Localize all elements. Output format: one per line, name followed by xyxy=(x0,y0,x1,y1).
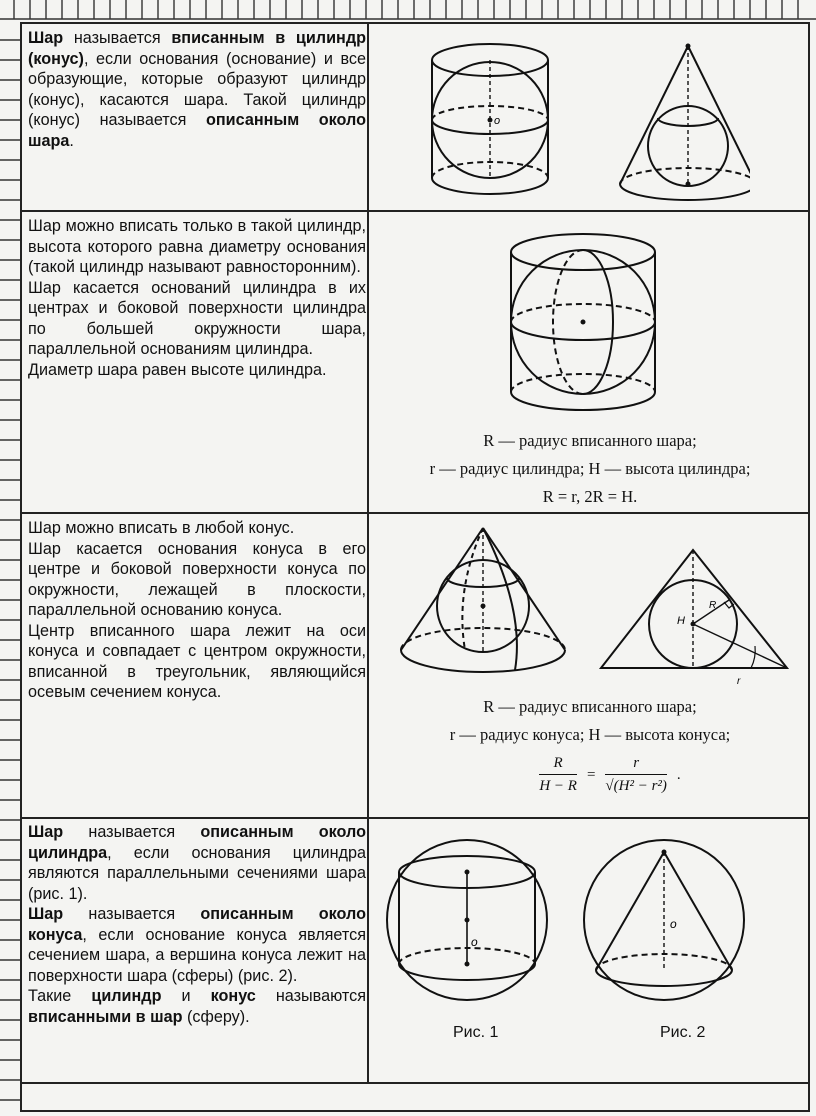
text-span: Такие xyxy=(28,987,92,1005)
cylinder-top-ellipse xyxy=(511,234,655,270)
cone-base-front xyxy=(401,650,565,672)
cylinder-center-point xyxy=(488,118,493,123)
cylinder-bottom-front xyxy=(432,178,548,194)
row2-paragraph-3: Диаметр шара равен высоте цилиндра. xyxy=(28,360,327,379)
text-span: называются xyxy=(255,987,366,1005)
column-divider xyxy=(367,22,369,1084)
cone-right-generatrix xyxy=(483,528,565,650)
figure-equilateral-cylinder xyxy=(505,228,665,418)
caption-fig-1: Рис. 1 xyxy=(453,1024,499,1041)
label-R: R xyxy=(709,600,717,611)
cylinder-bottom-back xyxy=(511,374,655,392)
row3-fraction-formula xyxy=(490,752,730,797)
cone-right-generatrix xyxy=(688,46,750,184)
text-span: , если основание конуса является сечением шара, а вершина конуса лежит на поверхности шара (сферы) (рис. 2). xyxy=(28,925,366,985)
label-o: o xyxy=(494,115,501,127)
fraction2-numerator: r xyxy=(633,755,640,771)
term-shar: Шар xyxy=(28,905,64,923)
sphere-meridian xyxy=(583,250,613,394)
row3-paragraph-3: Центр вписанного шара лежит на оси конуса и совпадает с центром окружности, вписанной в треугольник, являющийся осевым сечением конуса. xyxy=(28,621,366,701)
bisector xyxy=(693,624,787,668)
row3-paragraph-1: Шар можно вписать в любой конус. xyxy=(28,519,295,537)
label-r: r xyxy=(737,676,741,687)
cone-base-back xyxy=(620,168,750,184)
row2-paragraph-2: Шар касается оснований цилиндра в их центрах и боковой поверхности цилиндра по большей окружности шара, параллельной основаниям цилиндра. xyxy=(28,278,366,358)
grid-left-margin xyxy=(0,0,22,1116)
sphere-meridian-back xyxy=(553,250,583,394)
cone-base-back xyxy=(401,628,565,650)
cone-left-generatrix xyxy=(401,528,483,650)
cone-left-generatrix xyxy=(596,852,664,970)
row2-paragraph-1: Шар можно вписать только в такой цилиндр, высота которого равна диаметру основания (такой цилиндр называют равносторонним). xyxy=(28,217,366,276)
cone-left-generatrix xyxy=(620,46,688,184)
row4-text xyxy=(28,822,366,1027)
row2-text xyxy=(28,216,366,380)
sphere-center-point xyxy=(481,604,486,609)
circumscribed-sphere xyxy=(584,840,744,1000)
sphere-center-point xyxy=(465,918,470,923)
figure-sphere-in-cylinder-and-cone xyxy=(420,38,750,208)
cone-apex-point xyxy=(662,850,667,855)
axial-triangle xyxy=(601,550,787,668)
angle-arc xyxy=(751,646,755,668)
row3-formulas xyxy=(370,693,810,749)
term-cone: конус xyxy=(210,987,256,1005)
figure-2-cone-in-sphere xyxy=(582,830,752,1010)
formula-line-2: r — радиус цилиндра; H — высота цилиндра; xyxy=(429,459,751,478)
cone-apex-point xyxy=(686,44,691,49)
term-circumscribed: описанным около шара xyxy=(28,111,366,150)
formula-line-2: r — радиус конуса; H — высота конуса; xyxy=(449,725,731,744)
text-span: , если основания цилиндра являются параллельными сечениями шара (рис. 1). xyxy=(28,843,366,903)
term-cylinder: цилиндр xyxy=(91,987,162,1005)
term-shar: Шар xyxy=(28,823,64,841)
formula-line-3: R = r, 2R = H. xyxy=(542,487,638,506)
top-center-point xyxy=(465,870,470,875)
bottom-center-point xyxy=(465,962,470,967)
fraction2-denominator: √(H² − r²) xyxy=(605,778,667,794)
caption-fig-2: Рис. 2 xyxy=(660,1024,706,1041)
text-span: называется xyxy=(63,823,201,841)
row3-text xyxy=(28,518,366,703)
row2-formulas xyxy=(370,427,810,511)
text-span: . xyxy=(69,131,74,150)
formula-line-1: R — радиус вписанного шара; xyxy=(483,697,697,716)
row-divider-2 xyxy=(20,512,810,514)
term-shar: Шар xyxy=(28,29,64,47)
label-o: o xyxy=(471,935,478,949)
sphere-center-point xyxy=(581,320,586,325)
row-divider-3 xyxy=(20,817,810,819)
fraction1-numerator: R xyxy=(553,755,563,771)
fraction1-denominator: H − R xyxy=(539,778,577,794)
figure-sphere-in-cone xyxy=(395,520,805,690)
cone-base-center xyxy=(686,182,691,187)
row-divider-4 xyxy=(20,1082,810,1084)
label-H: H xyxy=(677,615,685,627)
text-span: и xyxy=(161,987,211,1005)
label-o: o xyxy=(670,917,677,931)
grid-top-margin xyxy=(0,0,816,20)
term-inscribed-in-sphere: вписанными в шар xyxy=(28,1007,183,1026)
term-circumscribed-cone: описанным около конуса xyxy=(28,905,366,944)
text-span: называется xyxy=(63,905,201,923)
cone-inner-line xyxy=(462,528,483,650)
figure-1-cylinder-in-sphere xyxy=(385,830,555,1010)
cone-right-generatrix xyxy=(664,852,732,970)
row-divider-1 xyxy=(20,210,810,212)
term-circumscribed-cylinder: описанным около цилиндра xyxy=(28,823,366,862)
formula-period: . xyxy=(676,766,681,783)
sphere-equator-back xyxy=(511,304,655,322)
row1-text xyxy=(28,28,366,151)
circle-center-point xyxy=(691,622,696,627)
sphere-equator-front xyxy=(511,322,655,340)
text-span: (сферу). xyxy=(182,1007,250,1026)
text-span: называется xyxy=(63,29,172,47)
text-span: , если основания (основание) и все образующие, которые образуют цилиндр (конус), касаются шара. Такой цилиндр (конус) называется xyxy=(28,49,366,129)
term-inscribed: вписанным в цилиндр (конус) xyxy=(28,29,366,68)
equals-sign: = xyxy=(586,766,596,783)
formula-line-1: R — радиус вписанного шара; xyxy=(483,431,697,450)
row3-paragraph-2: Шар касается основания конуса в его центре и боковой поверхности конуса по окружности, лежащей в плоскости, параллельной основанию конуса. xyxy=(28,539,366,619)
